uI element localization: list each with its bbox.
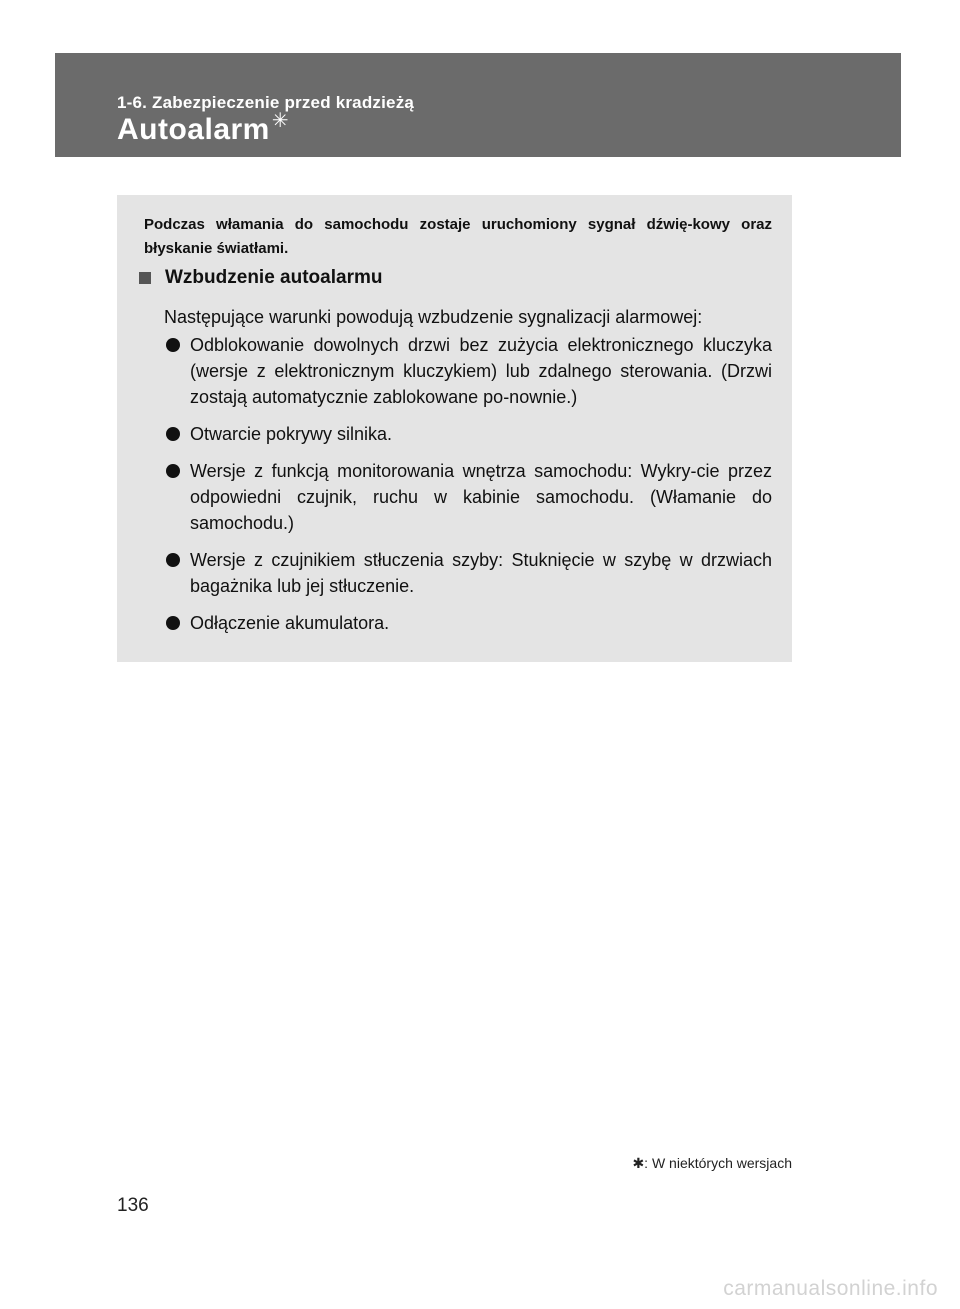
list-item (164, 458, 772, 536)
list-item-text: Odłączenie akumulatora. (190, 613, 390, 633)
intro-text: Podczas włamania do samochodu zostaje uruchomiony sygnał dźwię-kowy oraz błyskanie światłami. (144, 216, 772, 257)
list-item-text: Otwarcie pokrywy silnika. (190, 424, 393, 444)
subheading-text: Wzbudzenie autoalarmu (165, 267, 383, 288)
lead-text: Następujące warunki powodują wzbudzenie sygnalizacji alarmowej: (164, 307, 703, 327)
page-title (117, 110, 290, 147)
content-box (117, 195, 792, 662)
footnote: ✱: W niektórych wersjach (632, 1155, 792, 1171)
square-bullet-icon (139, 272, 151, 284)
list-item (164, 421, 772, 447)
page-title-text: Autoalarm (117, 113, 270, 146)
list-item-text: Odblokowanie dowolnych drzwi bez zużycia elektronicznego kluczyka (wersje z elektronicznym kluczykiem) lub zdalnego sterowania. (Drzwi zostają automatycznie zablokowane po-nownie.) (190, 335, 772, 407)
bullet-icon (166, 427, 180, 441)
bullet-icon (166, 464, 180, 478)
list-item (164, 547, 772, 599)
section-label: 1-6. Zabezpieczenie przed kradzieżą (117, 93, 415, 112)
asterisk-icon: ✳ (271, 110, 290, 132)
watermark: carmanualsonline.info (723, 1277, 938, 1300)
bullet-icon (166, 338, 180, 352)
bullet-icon (166, 553, 180, 567)
list-item-text: Wersje z funkcją monitorowania wnętrza samochodu: Wykry-cie przez odpowiedni czujnik, ruchu w kabinie samochodu. (Włamanie do samochodu.) (190, 461, 772, 533)
page-number: 136 (117, 1195, 149, 1216)
header-band (55, 53, 901, 157)
list-item-text: Wersje z czujnikiem stłuczenia szyby: Stuknięcie w szybę w drzwiach bagażnika lub jej stłuczenie. (190, 550, 772, 596)
list-item (164, 332, 772, 410)
subheading (139, 267, 382, 289)
condition-list (164, 332, 772, 647)
list-item (164, 610, 772, 636)
bullet-icon (166, 616, 180, 630)
